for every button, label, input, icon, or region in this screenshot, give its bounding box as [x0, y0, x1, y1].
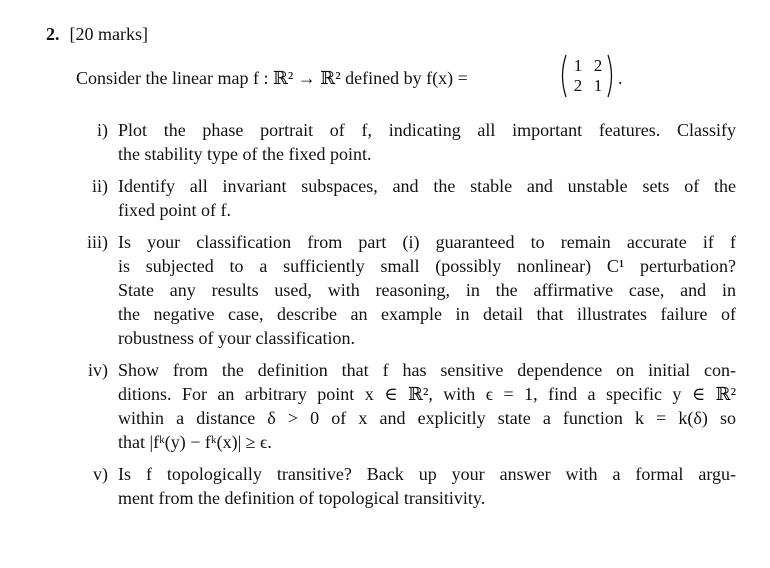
matrix-right-paren: [606, 54, 616, 98]
part-line: is subjected to a sufficiently small (possibly nonlinear) C¹ perturbation?: [118, 256, 736, 276]
part-item: [76, 462, 736, 510]
part-item: [76, 174, 736, 222]
part-line: ditions. For an arbitrary point x ∈ ℝ², with ϵ = 1, find a specific y ∈ ℝ²: [118, 384, 736, 404]
part-line: Identify all invariant subspaces, and the stable and unstable sets of the: [118, 176, 736, 196]
part-line: fixed point of f.: [118, 200, 231, 220]
matrix-cell: 2: [573, 76, 583, 95]
part-item: [76, 230, 736, 350]
matrix-cell: 1: [573, 56, 583, 75]
part-line: State any results used, with reasoning, in the affirmative case, and in: [118, 280, 736, 300]
part-line: the negative case, describe an example in detail that illustrates failure of: [118, 304, 736, 324]
part-text: [118, 462, 736, 510]
part-label: iv): [88, 360, 108, 380]
part-item: [76, 118, 736, 166]
question-intro: [76, 54, 736, 98]
part-text: [118, 358, 736, 454]
intro-text: Consider the linear map f : ℝ² → ℝ² defined by f(x) =: [76, 68, 468, 88]
part-line: Plot the phase portrait of f, indicating all important features. Classify: [118, 120, 736, 140]
part-line: Show from the definition that f has sensitive dependence on initial con-: [118, 360, 736, 380]
intro-end-period: .: [618, 68, 623, 88]
part-line: within a distance δ > 0 of x and explicitly state a function k = k(δ) so: [118, 408, 736, 428]
matrix: [558, 54, 623, 98]
part-label: ii): [92, 176, 108, 196]
part-text: [118, 230, 736, 350]
part-item: [76, 358, 736, 454]
matrix-left-paren: [558, 54, 568, 98]
part-text: [118, 174, 736, 222]
part-label: iii): [87, 232, 108, 252]
part-line: robustness of your classification.: [118, 328, 355, 348]
question-header: [46, 22, 148, 46]
part-line: that |fᵏ(y) − fᵏ(x)| ≥ ϵ.: [118, 432, 272, 452]
part-line: Is f topologically transitive? Back up your answer with a formal argu-: [118, 464, 736, 484]
matrix-cell: 1: [593, 76, 603, 95]
question-number: 2.: [46, 24, 60, 44]
part-text: [118, 118, 736, 166]
part-label: i): [97, 120, 108, 140]
question-parts: [76, 118, 736, 518]
part-line: the stability type of the fixed point.: [118, 144, 372, 164]
part-label: v): [93, 464, 108, 484]
matrix-cell: 2: [593, 56, 603, 75]
part-line: Is your classification from part (i) guaranteed to remain accurate if f: [118, 232, 736, 252]
question-marks: [20 marks]: [69, 24, 148, 44]
part-line: ment from the definition of topological transitivity.: [118, 488, 486, 508]
